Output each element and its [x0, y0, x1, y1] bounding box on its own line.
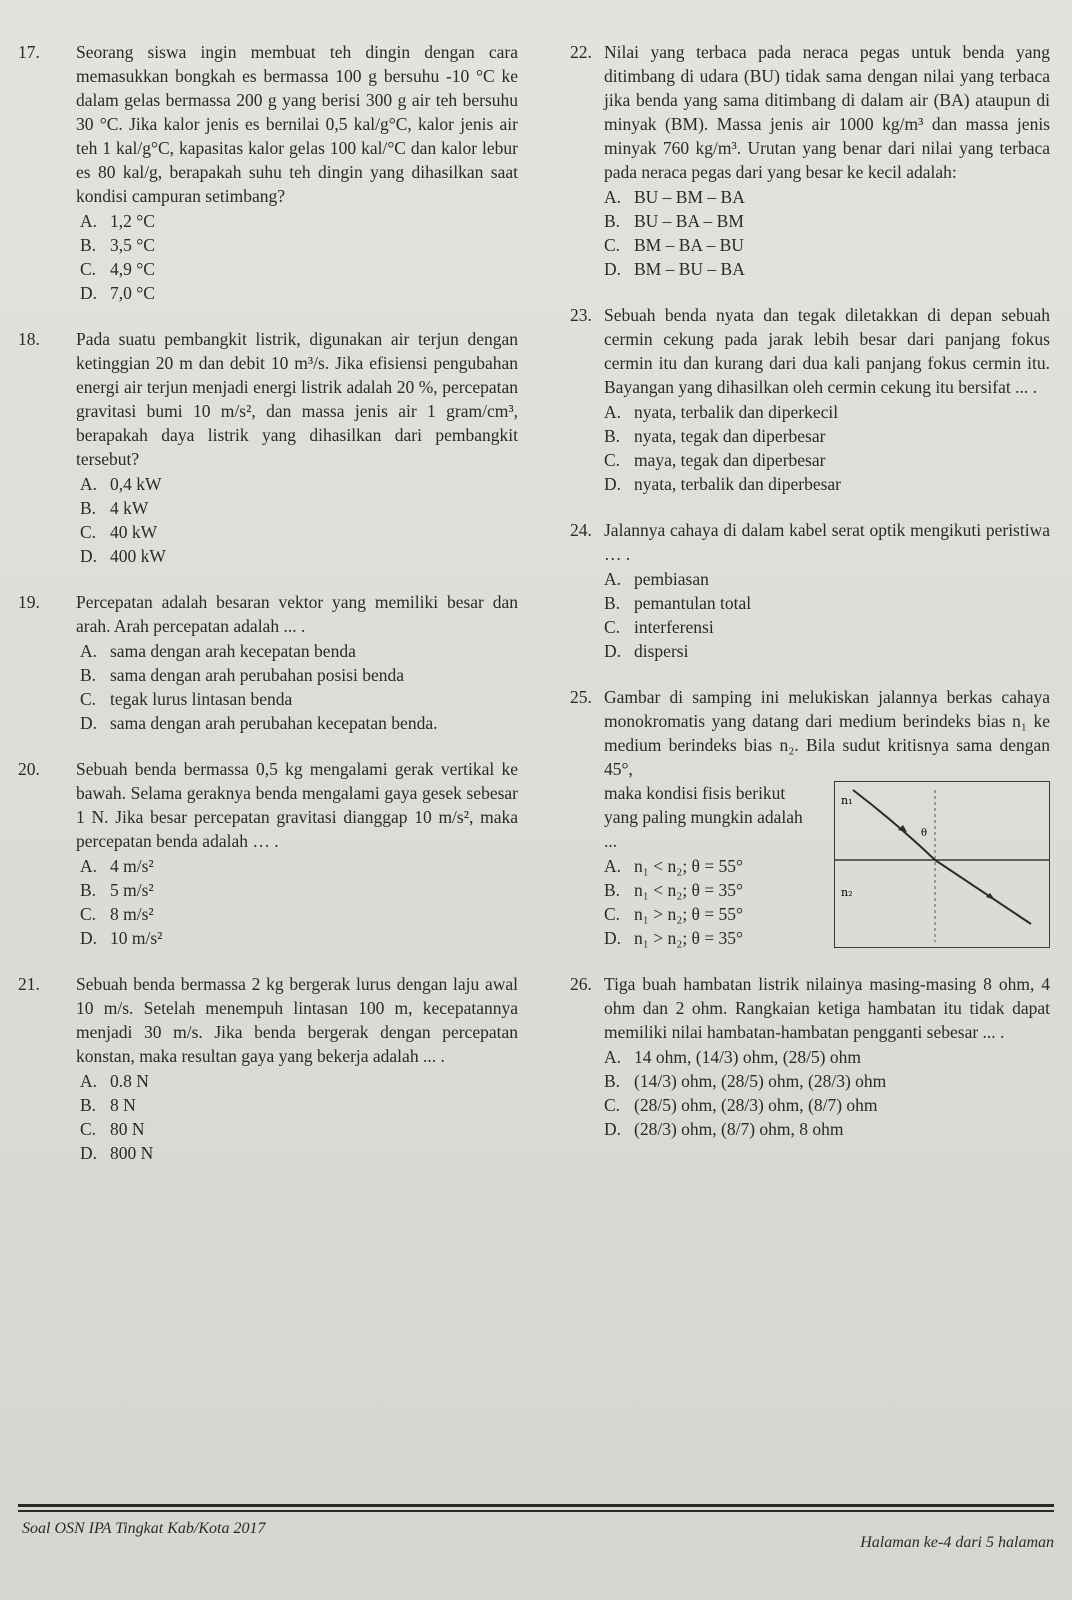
question-text: Jalannya cahaya di dalam kabel serat optik mengikuti peristiwa … .	[604, 520, 1050, 564]
footer-exam-title: Soal OSN IPA Tingkat Kab/Kota 2017	[22, 1520, 266, 1537]
option-b: B. 5 m/s²	[80, 880, 154, 900]
light-ray	[853, 790, 1031, 924]
option-b: B. 8 N	[80, 1095, 136, 1115]
question-number: 21.	[18, 974, 40, 994]
question-20	[18, 757, 518, 950]
option-a: A. sama dengan arah kecepatan benda	[80, 641, 356, 661]
question-number: 20.	[18, 759, 40, 779]
option-c: C. interferensi	[604, 617, 714, 637]
options-list	[76, 209, 518, 305]
question-number: 18.	[18, 329, 40, 349]
footer-page-number: Halaman ke-4 dari 5 halaman	[860, 1534, 1054, 1551]
question-text: Seorang siswa ingin membuat teh dingin dengan cara memasukkan bongkah es bermassa 100 g bersuhu -10 °C ke dalam gelas bermassa 200 g yang berisi 300 g air teh bersuhu 30 °C. Jika kalor jenis es bernilai 0,5 kal/g°C, kalor jenis air teh 1 kal/g°C, kapasitas kalor gelas 100 kal/°C dan kalor lebur es 80 kal/g, berapakah suhu teh dingin yang dihasilkan saat kondisi campuran setimbang?	[76, 42, 518, 206]
option-a: A. 0.8 N	[80, 1071, 149, 1091]
option-d: D. 800 N	[80, 1143, 154, 1163]
question-21	[18, 972, 518, 1165]
options-list	[76, 854, 518, 950]
footer-rule-thin	[18, 1510, 1054, 1512]
page-footer	[18, 1504, 1054, 1551]
question-number: 19.	[18, 592, 40, 612]
refraction-diagram	[834, 781, 1050, 948]
question-23	[570, 303, 1050, 496]
question-text: Sebuah benda bermassa 2 kg bergerak lurus dengan laju awal 10 m/s. Setelah menempuh lintasan 100 m, kecepatannya menjadi 30 m/s. Jika benda bergerak dengan percepatan konstan, maka resultan gaya yang bekerja adalah ... .	[76, 974, 518, 1066]
option-d: D. 400 kW	[80, 546, 166, 566]
options-list	[604, 854, 814, 950]
right-column	[570, 40, 1050, 1163]
option-d: D. (28/3) ohm, (8/7) ohm, 8 ohm	[604, 1119, 844, 1139]
theta-label: θ	[921, 828, 928, 839]
question-text-continued: maka kondisi fisis berikut yang paling mungkin adalah ...	[604, 783, 803, 851]
option-a: A. BU – BM – BA	[604, 187, 745, 207]
question-19	[18, 590, 518, 735]
option-c: C. tegak lurus lintasan benda	[80, 689, 293, 709]
option-d: D. BM – BU – BA	[604, 259, 745, 279]
question-text: Pada suatu pembangkit listrik, digunakan air terjun dengan ketinggian 20 m dan debit 10 m³/s. Jika efisiensi pengubahan energi air terjun menjadi energi listrik adalah 20 %, percepatan gravitasi bumi 10 m/s², dan massa jenis air 1 gram/cm³, berapakah daya listrik yang dihasilkan dari pembangkit tersebut?	[76, 329, 518, 469]
options-list	[604, 567, 1050, 663]
options-list	[76, 1069, 518, 1165]
option-a: A. 0,4 kW	[80, 474, 162, 494]
option-d: D. n₁ > n₂; θ = 35°	[604, 928, 744, 948]
option-a: A. n₁ < n₂; θ = 55°	[604, 856, 744, 876]
option-c: C. 40 kW	[80, 522, 158, 542]
option-a: A. nyata, terbalik dan diperkecil	[604, 402, 839, 422]
question-number: 26.	[570, 974, 592, 994]
footer-rule	[18, 1504, 1054, 1507]
question-25	[570, 685, 1050, 950]
question-number: 22.	[570, 42, 592, 62]
option-d: D. nyata, terbalik dan diperbesar	[604, 474, 841, 494]
question-number: 23.	[570, 305, 592, 325]
option-c: C. (28/5) ohm, (28/3) ohm, (8/7) ohm	[604, 1095, 878, 1115]
question-text: Gambar di samping ini melukiskan jalannya berkas cahaya monokromatis yang datang dari medium berindeks bias n₁ ke medium berindeks bias n₂. Bila sudut kritisnya sama dengan 45°,	[604, 687, 1050, 779]
option-c: C. 4,9 °C	[80, 259, 155, 279]
option-b: B. (14/3) ohm, (28/5) ohm, (28/3) ohm	[604, 1071, 887, 1091]
option-a: A. 1,2 °C	[80, 211, 155, 231]
question-text: Nilai yang terbaca pada neraca pegas untuk benda yang ditimbang di udara (BU) tidak sama dengan nilai yang terbaca jika benda yang sama ditimbang di dalam air (BA) ataupun di minyak (BM). Massa jenis air 1000 kg/m³ dan massa jenis minyak 760 kg/m³. Urutan yang benar dari nilai yang terbaca pada neraca pegas dari yang besar ke kecil adalah:	[604, 42, 1050, 182]
option-b: B. sama dengan arah perubahan posisi benda	[80, 665, 404, 685]
question-24	[570, 518, 1050, 663]
n2-label: n₂	[841, 886, 853, 899]
options-list	[604, 1045, 1050, 1141]
question-number: 25.	[570, 687, 592, 707]
option-d: D. dispersi	[604, 641, 689, 661]
option-b: B. nyata, tegak dan diperbesar	[604, 426, 826, 446]
option-a: A. pembiasan	[604, 569, 709, 589]
option-c: C. BM – BA – BU	[604, 235, 744, 255]
question-text: Tiga buah hambatan listrik nilainya masing-masing 8 ohm, 4 ohm dan 2 ohm. Rangkaian ketiga hambatan itu tidak dapat memiliki nilai hambatan-hambatan pengganti sebesar ... .	[604, 974, 1050, 1042]
left-column	[18, 40, 518, 1187]
option-c: C. maya, tegak dan diperbesar	[604, 450, 826, 470]
options-list	[604, 185, 1050, 281]
option-b: B. 3,5 °C	[80, 235, 155, 255]
n1-label: n₁	[841, 794, 853, 807]
options-list	[76, 472, 518, 568]
question-text: Sebuah benda bermassa 0,5 kg mengalami gerak vertikal ke bawah. Selama geraknya benda mengalami gaya gesek sebesar 1 N. Jika besar percepatan gravitasi dianggap 10 m/s², maka percepatan benda adalah … .	[76, 759, 518, 851]
question-text: Sebuah benda nyata dan tegak diletakkan di depan sebuah cermin cekung pada jarak lebih besar dari panjang fokus cermin itu dan kurang dari dua kali panjang fokus cermin itu. Bayangan yang dihasilkan oleh cermin cekung itu bersifat ... .	[604, 305, 1050, 397]
question-number: 24.	[570, 520, 592, 540]
option-c: C. n₁ > n₂; θ = 55°	[604, 904, 744, 924]
question-25-body	[604, 781, 1050, 950]
option-b: B. BU – BA – BM	[604, 211, 744, 231]
option-a: A. 14 ohm, (14/3) ohm, (28/5) ohm	[604, 1047, 861, 1067]
option-d: D. 7,0 °C	[80, 283, 155, 303]
question-text: Percepatan adalah besaran vektor yang memiliki besar dan arah. Arah percepatan adalah ... .	[76, 592, 518, 636]
option-d: D. sama dengan arah perubahan kecepatan benda.	[80, 713, 438, 733]
question-22	[570, 40, 1050, 281]
option-a: A. 4 m/s²	[80, 856, 154, 876]
question-25-left	[604, 781, 814, 950]
question-18	[18, 327, 518, 568]
question-26	[570, 972, 1050, 1141]
option-c: C. 80 N	[80, 1119, 145, 1139]
option-c: C. 8 m/s²	[80, 904, 154, 924]
options-list	[604, 400, 1050, 496]
question-number: 17.	[18, 42, 40, 62]
option-d: D. 10 m/s²	[80, 928, 163, 948]
question-17	[18, 40, 518, 305]
option-b: B. 4 kW	[80, 498, 149, 518]
options-list	[76, 639, 518, 735]
option-b: B. pemantulan total	[604, 593, 752, 613]
option-b: B. n₁ < n₂; θ = 35°	[604, 880, 744, 900]
